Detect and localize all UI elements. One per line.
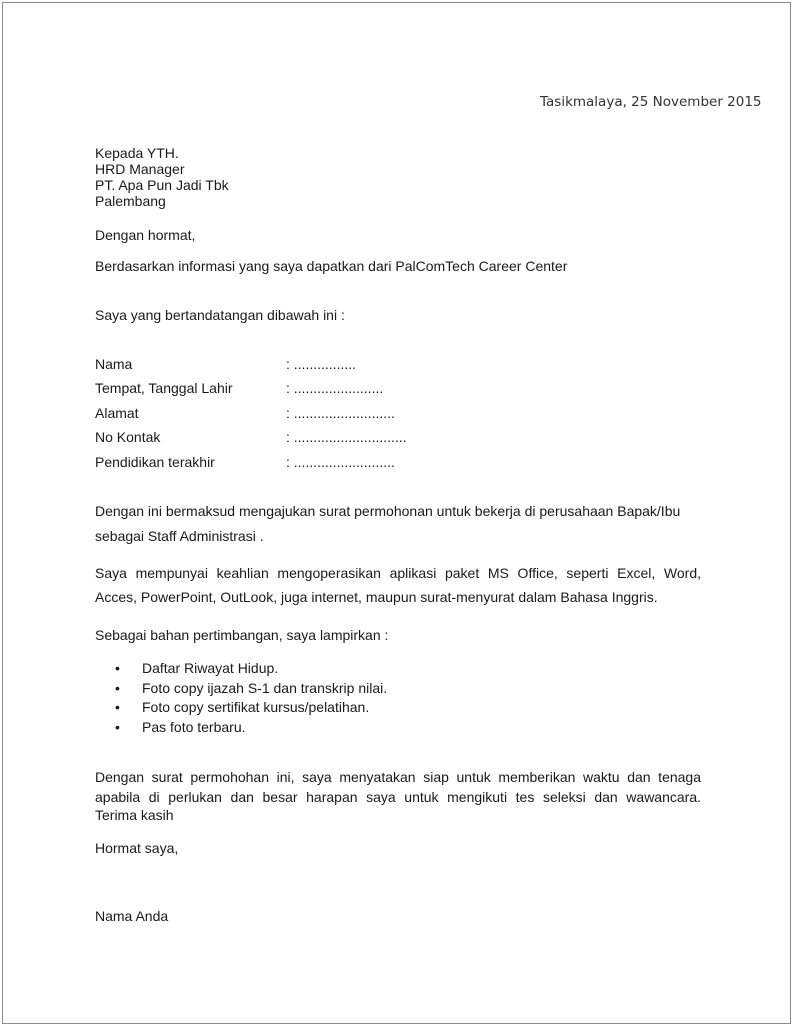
skills-line: Saya mempunyai keahlian mengoperasikan aplikasi paket MS Office, seperti Excel, Word, — [95, 565, 701, 581]
field-value-birth: : ....................... — [286, 380, 384, 396]
field-value-education: : .......................... — [286, 454, 395, 470]
signature-name: Nama Anda — [95, 908, 169, 924]
field-value-contact: : ............................. — [286, 429, 407, 445]
recipient-line: PT. Apa Pun Jadi Tbk — [95, 177, 229, 193]
closing-line: Dengan surat permohohan ini, saya menyatakan siap untuk memberikan waktu dan tenaga — [95, 769, 701, 785]
field-label-contact: No Kontak — [95, 429, 161, 445]
list-item — [115, 718, 387, 738]
purpose-line: sebagai Staff Administrasi . — [95, 528, 264, 544]
letter-date: Tasikmalaya, 25 November 2015 — [540, 94, 762, 110]
undersigned-statement: Saya yang bertandatangan dibawah ini : — [95, 307, 345, 323]
skills-line: Acces, PowerPoint, OutLook, juga internet, maupun surat-menyurat dalam Bahasa Inggris. — [95, 589, 658, 605]
attachment-label: Daftar Riwayat Hidup. — [142, 660, 279, 676]
field-label-birth: Tempat, Tanggal Lahir — [95, 380, 233, 396]
attachment-label: Foto copy sertifikat kursus/pelatihan. — [142, 699, 370, 716]
bullet-icon: • — [115, 679, 120, 696]
field-value-address: : .......................... — [286, 405, 395, 421]
bullet-icon: • — [115, 719, 120, 736]
bullet-icon: • — [115, 660, 120, 676]
field-value-name: : ................ — [286, 356, 357, 372]
recipient-line: Kepada YTH. — [95, 145, 179, 161]
attachment-label: Pas foto terbaru. — [142, 719, 246, 736]
thanks-line: Terima kasih — [95, 807, 174, 823]
attachment-label: Foto copy ijazah S-1 dan transkrip nilai. — [142, 679, 388, 696]
salutation: Dengan hormat, — [95, 227, 196, 243]
bullet-icon: • — [115, 699, 120, 716]
purpose-line: Dengan ini bermaksud mengajukan surat permohonan untuk bekerja di perusahaan Bapak/Ibu — [95, 503, 681, 519]
field-label-name: Nama — [95, 356, 133, 372]
field-label-address: Alamat — [95, 405, 139, 421]
attachments-intro: Sebagai bahan pertimbangan, saya lampirkan : — [95, 627, 389, 643]
recipient-line: Palembang — [95, 193, 166, 209]
closing-line: apabila di perlukan dan besar harapan saya untuk mengikuti tes seleksi dan wawancara. — [95, 789, 701, 805]
list-item — [115, 679, 387, 699]
intro-paragraph: Berdasarkan informasi yang saya dapatkan dari PalComTech Career Center — [95, 258, 568, 274]
attachments-list — [115, 659, 387, 738]
field-label-education: Pendidikan terakhir — [95, 454, 215, 470]
recipient-line: HRD Manager — [95, 161, 185, 177]
list-item — [115, 659, 387, 679]
regards-line: Hormat saya, — [95, 840, 179, 856]
list-item — [115, 698, 387, 718]
